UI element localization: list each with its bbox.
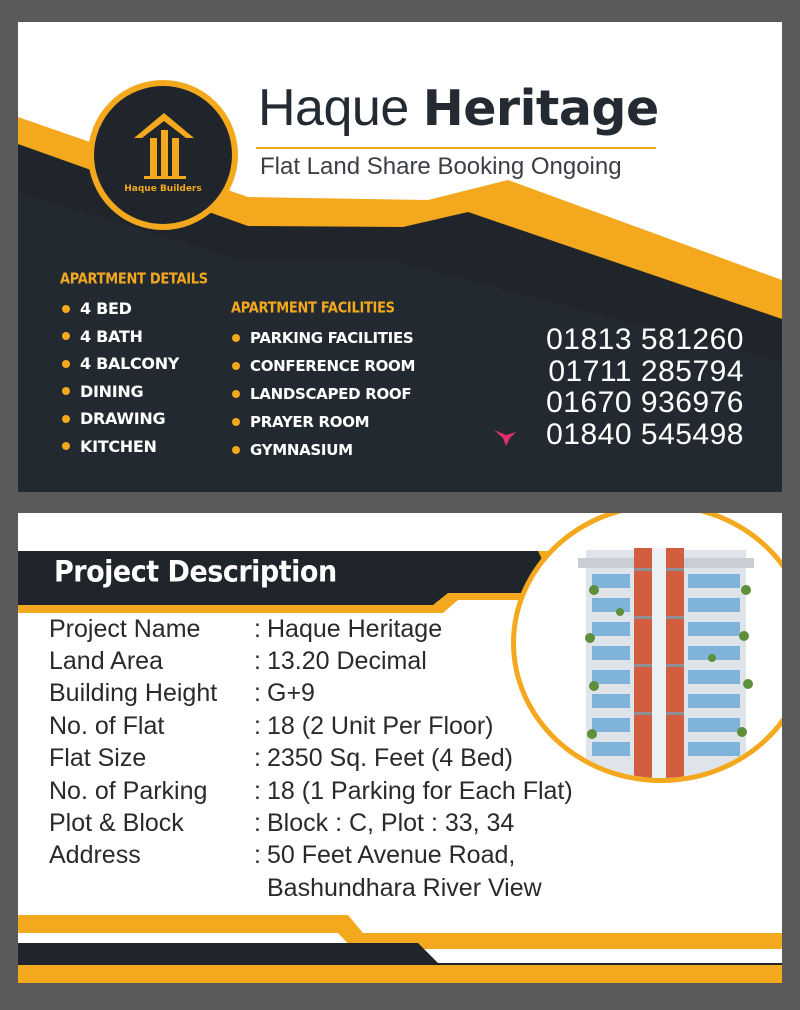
phone-number[interactable]: 01711 285794	[548, 354, 744, 388]
row-label: No. of Flat	[49, 711, 165, 740]
pointing-hand-icon	[492, 426, 518, 448]
row-label: Building Height	[49, 679, 218, 708]
row-value: Block : C, Plot : 33, 34	[267, 809, 515, 838]
apartment-facilities-list	[232, 324, 415, 464]
phone-numbers	[546, 324, 744, 450]
row-value: 2350 Sq. Feet (4 Bed)	[267, 744, 513, 773]
detail-item: 4 BALCONY	[80, 354, 180, 374]
company-logo	[88, 80, 238, 230]
title-divider	[256, 147, 656, 149]
row-label: Address	[49, 841, 141, 870]
table-row	[49, 775, 573, 807]
table-row	[49, 613, 573, 645]
colon: :	[254, 809, 261, 838]
list-item	[62, 350, 179, 378]
list-item	[62, 323, 179, 351]
row-label: Land Area	[49, 647, 163, 676]
colon: :	[254, 841, 261, 870]
bullet-icon	[62, 360, 70, 368]
detail-item: 4 BED	[80, 299, 132, 319]
bullet-icon	[232, 362, 240, 370]
bullet-icon	[232, 390, 240, 398]
table-row	[49, 840, 573, 872]
facility-item: PARKING FACILITIES	[250, 329, 414, 347]
detail-item: 4 BATH	[80, 326, 143, 346]
bullet-icon	[62, 387, 70, 395]
row-label: Project Name	[49, 614, 201, 643]
bullet-icon	[232, 334, 240, 342]
list-item	[62, 295, 179, 323]
row-value: 50 Feet Avenue Road,	[267, 841, 516, 870]
phone-number[interactable]: 01840 545498	[546, 417, 744, 451]
facility-item: GYMNASIUM	[250, 441, 353, 459]
brand-title	[258, 78, 659, 138]
phone-number[interactable]: 01813 581260	[546, 323, 744, 356]
detail-item: KITCHEN	[80, 436, 157, 456]
apartment-details-list	[62, 295, 179, 460]
project-description-table	[49, 613, 573, 905]
colon: :	[254, 744, 261, 773]
table-row	[49, 807, 573, 839]
brand-subtitle: Flat Land Share Booking Ongoing	[260, 153, 622, 180]
logo-text: Haque Builders	[124, 184, 202, 194]
row-value: Haque Heritage	[267, 614, 443, 643]
row-value: 18 (1 Parking for Each Flat)	[267, 776, 573, 805]
address-line-2: Bashundhara River View	[267, 873, 542, 902]
facility-item: LANDSCAPED ROOF	[250, 385, 412, 403]
bullet-icon	[62, 442, 70, 450]
row-value: 18 (2 Unit Per Floor)	[267, 711, 494, 740]
colon: :	[254, 711, 261, 740]
brand-title-part1: Haque	[258, 79, 409, 137]
bullet-icon	[62, 305, 70, 313]
detail-item: DRAWING	[80, 409, 166, 429]
facility-item: PRAYER ROOM	[250, 413, 370, 431]
table-row	[49, 645, 573, 677]
apartment-details-heading: APARTMENT DETAILS	[60, 271, 208, 289]
list-item	[62, 405, 179, 433]
project-card	[18, 513, 782, 983]
bullet-icon	[232, 418, 240, 426]
table-row	[49, 743, 573, 775]
colon: :	[254, 776, 261, 805]
list-item	[232, 352, 415, 380]
table-row	[49, 678, 573, 710]
colon: :	[254, 614, 261, 643]
row-value: G+9	[267, 679, 315, 708]
brand-title-part2: Heritage	[422, 80, 659, 137]
row-value: 13.20 Decimal	[267, 647, 427, 676]
bullet-icon	[62, 415, 70, 423]
list-item	[62, 433, 179, 461]
colon: :	[254, 679, 261, 708]
list-item	[62, 378, 179, 406]
bullet-icon	[62, 332, 70, 340]
row-label: No. of Parking	[49, 776, 208, 805]
section-title: Project Description	[54, 555, 337, 590]
colon: :	[254, 647, 261, 676]
table-row	[49, 710, 573, 742]
list-item	[232, 324, 415, 352]
building-logo-icon	[124, 108, 204, 183]
apartment-facilities-heading: APARTMENT FACILITIES	[231, 300, 395, 318]
table-row	[49, 872, 573, 904]
bullet-icon	[232, 446, 240, 454]
contact-card	[18, 22, 782, 492]
list-item	[232, 380, 415, 408]
row-label: Plot & Block	[49, 809, 184, 838]
facility-item: CONFERENCE ROOM	[250, 357, 416, 375]
list-item	[232, 436, 415, 464]
row-label: Flat Size	[49, 744, 147, 773]
detail-item: DINING	[80, 381, 144, 401]
list-item	[232, 408, 415, 436]
phone-number[interactable]: 01670 936976	[546, 386, 744, 419]
